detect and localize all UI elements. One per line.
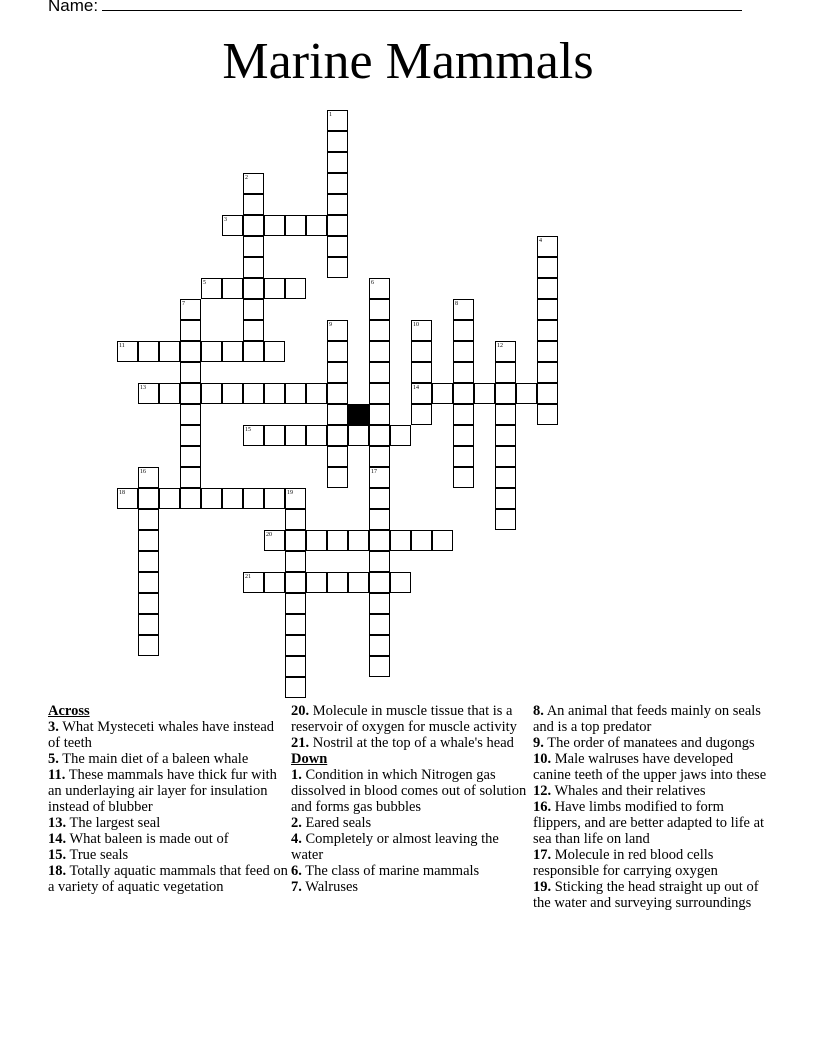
clue-across-20: 20. Molecule in muscle tissue that is a reservoir of oxygen for muscle activity [291, 703, 517, 735]
crossword-cell[interactable] [138, 488, 159, 509]
crossword-cell[interactable] [453, 341, 474, 362]
crossword-cell[interactable] [495, 488, 516, 509]
crossword-cell[interactable] [243, 215, 264, 236]
clue-number: 4 [539, 238, 542, 244]
crossword-cell[interactable] [369, 446, 390, 467]
crossword-cell[interactable] [138, 572, 159, 593]
crossword-cell[interactable] [369, 509, 390, 530]
clues-column-1 [48, 703, 288, 895]
crossword-cell[interactable] [180, 362, 201, 383]
crossword-cell[interactable] [243, 257, 264, 278]
crossword-cell[interactable] [243, 194, 264, 215]
crossword-cell[interactable] [327, 572, 348, 593]
crossword-cell[interactable] [285, 278, 306, 299]
crossword-cell[interactable] [243, 488, 264, 509]
crossword-cell[interactable] [306, 383, 327, 404]
clue-down-7: 7. Walruses [291, 879, 359, 895]
clue-down-6: 6. The class of marine mammals [291, 863, 480, 879]
crossword-cell[interactable] [264, 278, 285, 299]
crossword-cell[interactable] [453, 425, 474, 446]
crossword-cell[interactable] [243, 236, 264, 257]
page-title: Marine Mammals [222, 33, 594, 90]
crossword-cell[interactable] [327, 383, 348, 404]
clue-number: 16 [140, 469, 146, 475]
crossword-cell[interactable] [306, 572, 327, 593]
crossword-cell[interactable] [495, 467, 516, 488]
crossword-cell[interactable] [369, 320, 390, 341]
clue-down-10: 10. Male walruses have developed canine teeth of the upper jaws into these [533, 751, 767, 783]
clue-number: 14 [413, 385, 419, 391]
crossword-cell[interactable] [432, 530, 453, 551]
crossword-cell[interactable] [180, 383, 201, 404]
crossword-cell[interactable] [327, 215, 348, 236]
clue-down-2: 2. Eared seals [291, 815, 372, 831]
crossword-cell[interactable] [222, 488, 243, 509]
crossword-cell[interactable] [453, 446, 474, 467]
crossword-cell[interactable] [180, 467, 201, 488]
crossword-cell[interactable] [537, 362, 558, 383]
crossword-cell[interactable] [264, 425, 285, 446]
clue-down-19: 19. Sticking the head straight up out of the water and surveying surroundings [533, 879, 759, 911]
crossword-cell[interactable] [453, 362, 474, 383]
crossword-cell[interactable] [495, 404, 516, 425]
crossword-cell[interactable] [327, 425, 348, 446]
crossword-cell[interactable] [348, 572, 369, 593]
crossword-cell[interactable] [264, 572, 285, 593]
crossword-cell[interactable] [495, 383, 516, 404]
crossword-cell[interactable] [348, 425, 369, 446]
crossword-cell[interactable] [201, 488, 222, 509]
crossword-cell[interactable] [285, 509, 306, 530]
clue-number: 19 [287, 490, 293, 496]
crossword-cell[interactable] [285, 425, 306, 446]
crossword-cell[interactable] [285, 635, 306, 656]
crossword-cell[interactable] [537, 383, 558, 404]
crossword-cell[interactable] [285, 614, 306, 635]
clue-across-14: 14. What baleen is made out of [48, 831, 229, 847]
crossword-cell[interactable] [180, 488, 201, 509]
crossword-cell[interactable] [285, 551, 306, 572]
crossword-cell[interactable] [327, 152, 348, 173]
crossword-cell[interactable] [369, 635, 390, 656]
crossword-cell[interactable] [222, 383, 243, 404]
crossword-cell[interactable] [327, 467, 348, 488]
clue-number: 7 [182, 301, 185, 307]
clue-number: 15 [245, 427, 251, 433]
crossword-cell[interactable] [348, 530, 369, 551]
name-label: Name: [48, 0, 99, 15]
crossword-cell[interactable] [138, 509, 159, 530]
crossword-cell[interactable] [411, 530, 432, 551]
crossword-cell[interactable] [327, 131, 348, 152]
clue-number: 5 [203, 280, 206, 286]
crossword-cell[interactable] [159, 488, 180, 509]
crossword-cell[interactable] [327, 257, 348, 278]
crossword-cell[interactable] [159, 341, 180, 362]
clue-number: 11 [119, 343, 125, 349]
crossword-cell[interactable] [453, 320, 474, 341]
crossword-cell[interactable] [180, 446, 201, 467]
crossword-cell[interactable] [537, 341, 558, 362]
crossword-cell[interactable] [138, 341, 159, 362]
crossword-cell[interactable] [369, 572, 390, 593]
crossword-cell[interactable] [453, 467, 474, 488]
crossword-cell[interactable] [369, 530, 390, 551]
clue-across-11: 11. These mammals have thick fur with an underlaying air layer for insulation instead of blubber [48, 767, 277, 815]
crossword-cell[interactable] [180, 404, 201, 425]
crossword-cell[interactable] [327, 446, 348, 467]
crossword-cell[interactable] [264, 215, 285, 236]
crossword-cell[interactable] [243, 278, 264, 299]
clue-across-5: 5. The main diet of a baleen whale [48, 751, 249, 767]
crossword-cell[interactable] [180, 425, 201, 446]
crossword-cell[interactable] [306, 530, 327, 551]
crossword-cell[interactable] [285, 593, 306, 614]
clue-across-13: 13. The largest seal [48, 815, 161, 831]
crossword-cell[interactable] [369, 551, 390, 572]
crossword-cell[interactable] [327, 194, 348, 215]
crossword-cell[interactable] [516, 383, 537, 404]
crossword-cell[interactable] [369, 404, 390, 425]
crossword-cell[interactable] [474, 383, 495, 404]
crossword-cell[interactable] [537, 299, 558, 320]
crossword-cell[interactable] [201, 383, 222, 404]
crossword-cell[interactable] [285, 383, 306, 404]
crossword-cell[interactable] [264, 488, 285, 509]
crossword-cell[interactable] [411, 362, 432, 383]
crossword-cell[interactable] [390, 425, 411, 446]
clue-number: 8 [455, 301, 458, 307]
crossword-cell[interactable] [138, 551, 159, 572]
crossword-cell[interactable] [369, 362, 390, 383]
crossword-cell[interactable] [495, 446, 516, 467]
clues-column-3 [533, 703, 773, 911]
clue-across-15: 15. True seals [48, 847, 129, 863]
clue-across-3: 3. What Mysteceti whales have instead of teeth [48, 719, 275, 751]
clue-number: 2 [245, 175, 248, 181]
down-header: Down [291, 751, 328, 767]
crossword-cell[interactable] [369, 425, 390, 446]
clue-down-9: 9. The order of manatees and dugongs [533, 735, 755, 751]
crossword-cell[interactable] [495, 509, 516, 530]
crossword-cell[interactable] [285, 530, 306, 551]
crossword-cell[interactable] [453, 404, 474, 425]
crossword-black-cell [348, 404, 369, 425]
clue-number: 18 [119, 490, 125, 496]
crossword-cell[interactable] [495, 362, 516, 383]
clue-down-17: 17. Molecule in red blood cells responsible for carrying oxygen [533, 847, 718, 879]
clue-number: 10 [413, 322, 419, 328]
crossword-cell[interactable] [327, 362, 348, 383]
crossword-cell[interactable] [285, 215, 306, 236]
crossword-cell[interactable] [243, 320, 264, 341]
crossword-cell[interactable] [222, 341, 243, 362]
crossword-cell[interactable] [327, 341, 348, 362]
crossword-cell[interactable] [327, 404, 348, 425]
clue-down-4: 4. Completely or almost leaving the water [291, 831, 499, 863]
crossword-cell[interactable] [306, 215, 327, 236]
crossword-cell[interactable] [201, 341, 222, 362]
crossword-cell[interactable] [243, 383, 264, 404]
crossword-cell[interactable] [285, 677, 306, 698]
clue-number: 13 [140, 385, 146, 391]
crossword-cell[interactable] [285, 656, 306, 677]
crossword-cell[interactable] [327, 530, 348, 551]
crossword-cell[interactable] [327, 236, 348, 257]
crossword-cell[interactable] [138, 635, 159, 656]
crossword-cell[interactable] [537, 257, 558, 278]
crossword-cell[interactable] [369, 383, 390, 404]
crossword-cell[interactable] [243, 299, 264, 320]
crossword-cell[interactable] [138, 593, 159, 614]
crossword-cell[interactable] [537, 278, 558, 299]
crossword-cell[interactable] [369, 299, 390, 320]
crossword-cell[interactable] [369, 488, 390, 509]
clue-number: 21 [245, 574, 251, 580]
clue-down-1: 1. Condition in which Nitrogen gas dissolved in blood comes out of solution and forms gas bubbles [291, 767, 527, 815]
clue-across-21: 21. Nostril at the top of a whale's head [291, 735, 514, 751]
clue-number: 12 [497, 343, 503, 349]
crossword-cell[interactable] [432, 383, 453, 404]
crossword-cell[interactable] [537, 320, 558, 341]
crossword-cell[interactable] [369, 656, 390, 677]
crossword-cell[interactable] [453, 383, 474, 404]
clue-down-12: 12. Whales and their relatives [533, 783, 706, 799]
clue-number: 3 [224, 217, 227, 223]
crossword-cell[interactable] [411, 341, 432, 362]
across-header: Across [48, 703, 90, 719]
clue-down-16: 16. Have limbs modified to form flippers, and are better adapted to life at sea than life on land [533, 799, 765, 847]
crossword-cell[interactable] [495, 425, 516, 446]
crossword-cell[interactable] [264, 341, 285, 362]
crossword-cell[interactable] [285, 572, 306, 593]
crossword-cell[interactable] [180, 320, 201, 341]
crossword-cell[interactable] [369, 593, 390, 614]
crossword-cell[interactable] [243, 341, 264, 362]
crossword-cell[interactable] [411, 404, 432, 425]
crossword-cell[interactable] [180, 341, 201, 362]
crossword-cell[interactable] [369, 341, 390, 362]
crossword-cell[interactable] [390, 572, 411, 593]
crossword-cell[interactable] [159, 383, 180, 404]
clue-across-18: 18. Totally aquatic mammals that feed on a variety of aquatic vegetation [48, 863, 288, 895]
clue-number: 17 [371, 469, 377, 475]
crossword-cell[interactable] [264, 383, 285, 404]
crossword-cell[interactable] [390, 530, 411, 551]
crossword-cell[interactable] [138, 530, 159, 551]
clues-column-2 [291, 703, 531, 895]
clue-down-8: 8. An animal that feeds mainly on seals and is a top predator [533, 703, 761, 735]
clue-number: 20 [266, 532, 272, 538]
crossword-cell[interactable] [369, 614, 390, 635]
crossword-cell[interactable] [138, 614, 159, 635]
crossword-cell[interactable] [222, 278, 243, 299]
clue-number: 6 [371, 280, 374, 286]
crossword-cell[interactable] [537, 404, 558, 425]
clue-number: 9 [329, 322, 332, 328]
clue-number: 1 [329, 112, 332, 118]
crossword-cell[interactable] [306, 425, 327, 446]
crossword-cell[interactable] [327, 173, 348, 194]
